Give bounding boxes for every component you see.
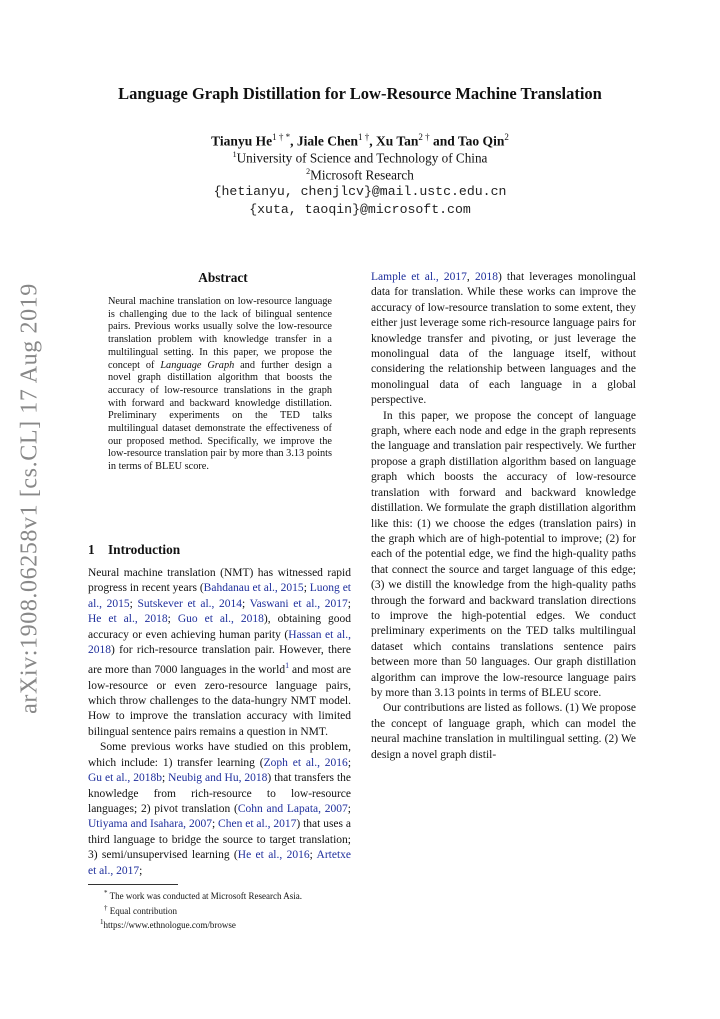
paragraph-text: ;: [347, 756, 352, 769]
paragraph-text: ;: [167, 613, 178, 626]
citation-link[interactable]: Vaswani et al., 2017: [249, 597, 348, 610]
citation-link[interactable]: Hassan et al., 2018: [88, 628, 351, 657]
footnote-mark: 1: [100, 918, 104, 926]
footnote-mark: *: [104, 889, 108, 897]
footnote-text: https://www.ethnologue.com/browse: [103, 920, 236, 930]
section-title: Introduction: [108, 542, 181, 557]
paragraph-text: ;: [129, 597, 138, 610]
paragraph-text: ,: [466, 271, 475, 283]
abstract-body: [108, 296, 332, 474]
footnote: [88, 903, 351, 918]
intro-paragraph-1: [88, 566, 351, 740]
paragraph-text: ) that uses a third language to bridge the source to target translation; 3) semi/unsupervised learning (: [88, 818, 351, 862]
author-name: Jiale Chen: [296, 133, 358, 149]
abstract-emphasis: Language Graph: [160, 359, 235, 371]
intro-paragraph-2-continued: [371, 270, 636, 409]
paragraph-text: ), obtaining good accuracy or even achieving human parity (: [88, 613, 351, 641]
intro-right-column: [371, 270, 636, 763]
citation-link[interactable]: He et al., 2016: [237, 849, 310, 862]
citation-link[interactable]: Luong et al., 2015: [88, 582, 351, 610]
citation-link[interactable]: Cohn and Lapata, 2007: [237, 802, 348, 815]
citation-link[interactable]: 2018: [474, 271, 498, 283]
email-ustc: {hetianyu, chenjlcv}@mail.ustc.edu.cn: [213, 184, 507, 199]
abstract-heading: Abstract: [198, 270, 248, 285]
paragraph-text: Neural machine translation (NMT) has witnessed rapid progress in recent years (: [88, 567, 351, 595]
paragraph-text: ;: [347, 597, 351, 610]
intro-left-column: [88, 566, 351, 879]
footnote-text: The work was conducted at Microsoft Research Asia.: [109, 891, 303, 901]
citation-link[interactable]: Bahdanau et al., 2015: [203, 582, 304, 595]
paragraph-text: ;: [347, 802, 351, 815]
author-mark: 1 † *: [272, 132, 291, 142]
section-number: 1: [88, 542, 95, 557]
paragraph-text: and most are low-resource or even zero-resource language pairs, which throw challenges to the data-hungry NMT model. How to improve the translation accuracy with limited bilingual sentence pairs remains a question in NMT.: [88, 664, 351, 738]
author-mark: 2 †: [418, 132, 430, 142]
affiliation-mark: 2: [306, 167, 311, 176]
author-list: Tianyu $He^{1 \dagger *}$, Jiale Chen$^{1 \dagger}$, Xu Tan$^{2 \dagger}$ and Tao Qin$^2$: [211, 132, 509, 149]
paragraph-text: ;: [303, 582, 310, 595]
footnotes: [88, 888, 351, 932]
citation-link[interactable]: Chen et al., 2017: [218, 818, 297, 831]
citation-link[interactable]: Neubig and Hu, 2018: [168, 772, 268, 785]
intro-paragraph-2: [88, 740, 351, 879]
footnote-ref[interactable]: 1: [285, 661, 290, 671]
intro-paragraph-3: In this paper, we propose the concept of language graph, where each node and edge in the graph represents the language and translation pair respectively. We further propose a graph distillation algorithm based on language graph which boosts the accuracy of low-resource translation with forward and backward knowledge distillation. We formulate the graph distillation algorithm like this: (1) we choose the edges (translation pairs) in the graph which are of high-potential to improve; (2) for each of the potential edge, we find the high-quality paths that connect the source and target language of this edge; (3) we distill the knowledge from the high-quality paths through the forward and backward translation directions to improve the high-potential edges. We conduct preliminary experiments on the TED talks multilingual dataset which contains translations sentence pairs between more than 50 languages. Our graph distillation algorithm can improve the low-resource language pairs by more than 3.13 points in terms of BLEU score.: [371, 409, 636, 699]
arxiv-stamp: arXiv:1908.06258v1 [cs.CL] 17 Aug 2019: [16, 283, 43, 714]
author-mark: 1 †: [357, 132, 370, 142]
affiliation-msr: [0, 167, 720, 183]
citation-link[interactable]: Lample et al., 2017: [371, 271, 467, 283]
citation-link[interactable]: Gu et al., 2018b: [88, 772, 163, 785]
affiliation-text: University of Science and Technology of China: [236, 150, 488, 166]
paragraph-text: Some previous works have studied on this problem, which include: 1) transfer learning (: [88, 741, 351, 769]
footnote-text: Equal contribution: [109, 905, 177, 916]
affiliation-text: Microsoft Research: [310, 167, 414, 183]
author-name: Xu Tan: [375, 133, 419, 149]
paragraph-text: ;: [139, 864, 143, 877]
affiliation-mark: 1: [232, 150, 237, 159]
author-name: Tianyu He: [211, 133, 273, 149]
footnote-divider: [88, 884, 178, 885]
section-heading-introduction: [88, 542, 180, 558]
footnote: [88, 917, 351, 932]
abstract-text: Neural machine translation on low-resource language is challenging due to the lack of bilingual sentence pairs. Previous works usually solve the low-resource translation problem with knowledge transfer in a multilingual setting. In this paper, we propose the concept of: [108, 296, 332, 371]
paragraph-text: ;: [242, 597, 250, 610]
affiliation-ustc: [0, 150, 720, 166]
author-mark: 2: [504, 132, 509, 142]
citation-link[interactable]: Sutskever et al., 2014: [137, 597, 243, 610]
footnote: [88, 888, 351, 903]
paragraph-text: ) that leverages monolingual data for translation. While these works can improve the accuracy of low-resource translation to some extent, they either just leverage some rich-resource language pairs for knowledge transfer and pivoting, or just leverage the monolingual data of the language itself, without considering the relationship between languages and the monolingual data of each language in a global perspective.: [371, 271, 636, 407]
author-name: Tao Qin: [457, 133, 505, 149]
abstract-text: and further design a novel graph distillation algorithm that boosts the accuracy of low-resource translations in the graph with forward and backward knowledge distillation. Preliminary experiments on the TED talks multilingual dataset demonstrate the effectiveness of our proposed method. Specifically, we improve the low-resource translation pair by more than 3.13 points in terms of BLEU score.: [108, 359, 332, 473]
paragraph-text: ;: [211, 818, 219, 831]
paragraph-text: ) for rich-resource translation pair. However, there are more than 7000 languages in the world: [88, 644, 351, 677]
paragraph-text: ) that transfers the knowledge from rich-resource to low-resource languages; 2) pivot translation (: [88, 772, 351, 815]
intro-paragraph-4: Our contributions are listed as follows. (1) We propose the concept of language graph, which can model the neural machine translation in multilingual setting. (2) We design a novel graph distil-: [371, 702, 636, 761]
citation-link[interactable]: Utiyama and Isahara, 2007: [88, 818, 212, 831]
citation-link[interactable]: Artetxe et al., 2017: [88, 849, 352, 877]
paper-title: Language Graph Distillation for Low-Resource Machine Translation: [118, 84, 602, 103]
citation-link[interactable]: He et al., 2018: [88, 613, 168, 626]
paragraph-text: ;: [162, 772, 169, 785]
citation-link[interactable]: Guo et al., 2018: [177, 613, 264, 626]
paragraph-text: ;: [309, 849, 317, 862]
citation-link[interactable]: Zoph et al., 2016: [263, 756, 348, 769]
footnote-mark: †: [104, 903, 108, 912]
email-msr: {xuta, taoqin}@microsoft.com: [249, 202, 471, 217]
